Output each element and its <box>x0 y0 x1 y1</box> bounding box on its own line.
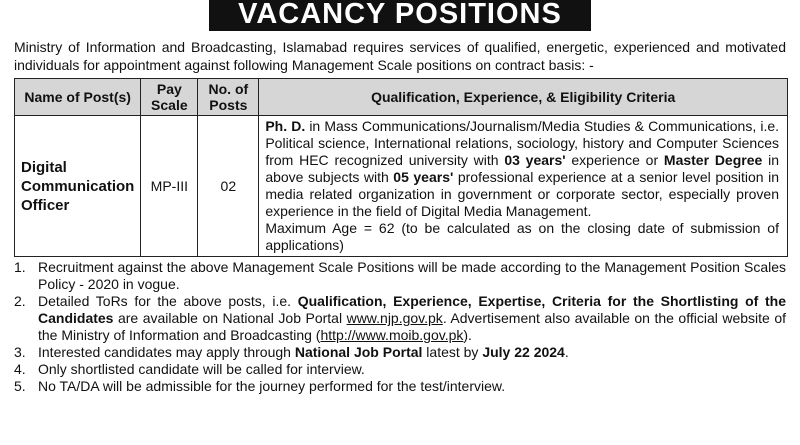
list-item: 3. Interested candidates may apply through National Job Portal latest by July 22 2024. <box>14 344 569 360</box>
list-item: 4. Only shortlisted candidate will be called for interview. <box>14 361 365 377</box>
criteria-text: Ph. D. in Mass Communications/Journalism/Media Studies & Communications, i.e. Political science, International relations, sociology, history and Computer Sciences from HEC recognized university with 03 years' experience or Master Degree in above subjects with 05 years' professional experience at a senior level position in media related organization in government or corporate sector, especially proven experience in the field of Digital Media Management. <box>265 118 780 219</box>
page-title: VACANCY POSITIONS <box>209 0 591 31</box>
header-pay-scale: Pay Scale <box>141 79 198 116</box>
max-age-text: Maximum Age = 62 (to be calculated as on the closing date of submission of applications) <box>265 220 779 253</box>
header-post-name: Name of Post(s) <box>15 79 141 116</box>
criteria-cell <box>259 116 788 257</box>
notes-list <box>14 259 786 395</box>
header-criteria: Qualification, Experience, & Eligibility Criteria <box>259 79 788 116</box>
list-item: 2. Detailed ToRs for the above posts, i.e. Qualification, Experience, Expertise, Criteria for the Shortlisting of the Candidates are available on National Job Portal www.njp.gov.pk. Advertisement also available on the official website of the Ministry of Information and Broadcasting (http://www.moib.gov.pk). <box>14 293 786 343</box>
intro-paragraph: Ministry of Information and Broadcasting, Islamabad requires services of qualified, energetic, experienced and motivated individuals for appointment against following Management Scale positions on contract basis: - <box>14 39 786 73</box>
positions-table <box>14 78 788 257</box>
header-no-of-posts: No. of Posts <box>198 79 259 116</box>
post-name-cell: Digital Communication Officer <box>15 116 141 257</box>
table-header-row <box>15 79 788 116</box>
no-of-posts-cell: 02 <box>198 116 259 257</box>
list-item: 1. Recruitment against the above Management Scale Positions will be made according to the Management Position Scales Policy - 2020 in vogue. <box>14 259 786 292</box>
list-item: 5. No TA/DA will be admissible for the journey performed for the test/interview. <box>14 378 506 394</box>
moib-link[interactable]: http://www.moib.gov.pk <box>320 327 464 343</box>
table-row <box>15 116 788 257</box>
njp-link[interactable]: www.njp.gov.pk <box>346 310 443 326</box>
pay-scale-cell: MP-III <box>141 116 198 257</box>
